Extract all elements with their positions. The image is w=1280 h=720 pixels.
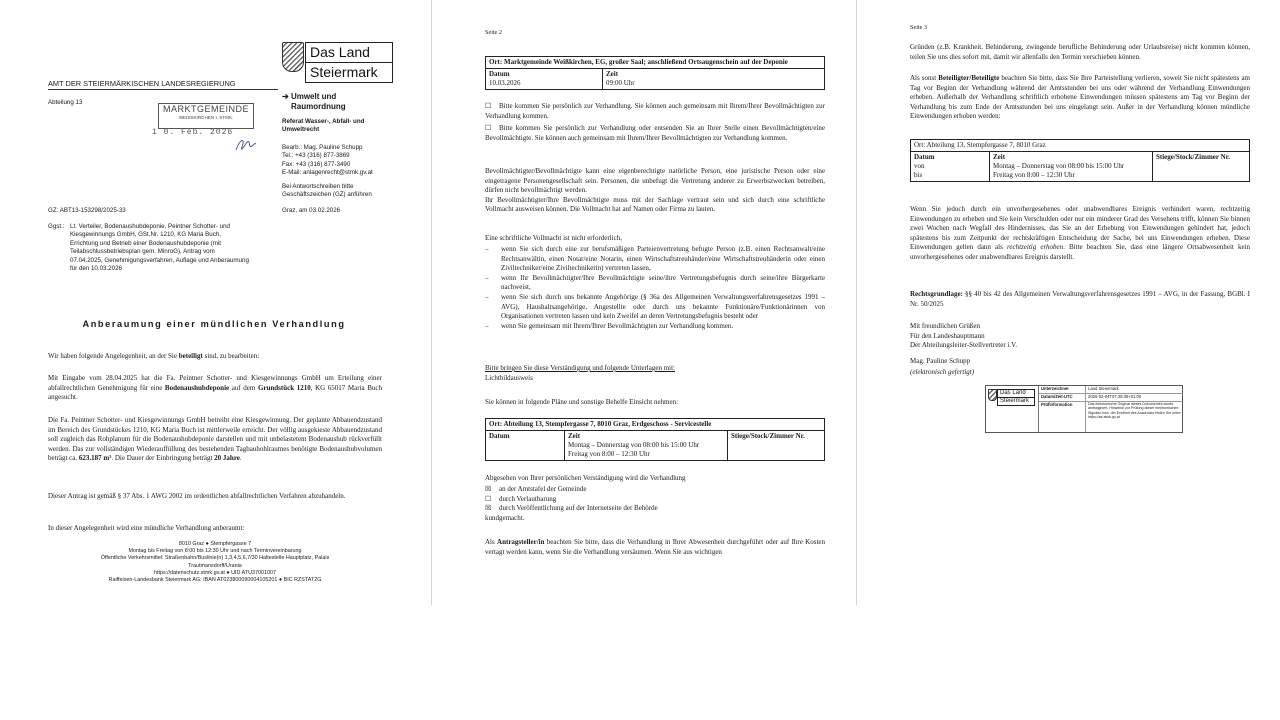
- checkbox-unchecked-icon: ☐: [485, 124, 492, 132]
- documents-item: Lichtbildausweis: [485, 374, 533, 382]
- page-footer: 8010 Graz ● Stempfergasse 7 Montag bis Freitag von 8:00 bis 12:30 Uhr und nach Terminvereinbarung Öffentliche Verkehrsmittel: Straßenbahn/Buslinie(n) 1,3,4,5,6,7/30 Haltestelle Hauptplatz, Palais Trautmansdorff/Urania https://datenschutz.stmk.gv.at ● UID ATU37001007 Raiffeisen-Landesbank Steiermark AG: IBAN AT023800090004105201 ● BIC RZSTAT2G: [100, 541, 330, 584]
- objections-table: Ort: Abteilung 13, Stempfergasse 7, 8010 Graz Datum von bis Zeit Montag – Donnerstag von 08:00 bis 15:00 Uhr Freitag von 8:00 – 12:30 Uhr Stiege/Stock/Zimmer Nr.: [910, 139, 1250, 182]
- handwritten-initials-icon: [234, 138, 258, 152]
- page-number: Seite 2: [485, 29, 503, 36]
- intro-line: Wir haben folgende Angelegenheit, an der Sie beteiligt sind, zu bearbeiten:: [48, 352, 260, 360]
- paragraph-hearing: In dieser Angelegenheit wird eine mündliche Verhandlung anberaumt:: [48, 524, 245, 532]
- paragraph-application: Mit Eingabe vom 28.04.2025 hat die Fa. Peintner Schotter- und Kiesgewinnungs GmbH um Erteilung einer abfallrechtlichen Genehmigung für eine Bodenaushubdeponie auf dem Grundstück 1210, KG 65017 Maria Buch angesucht.: [48, 374, 382, 402]
- inspection-table: Ort: Abteilung 13, Stempfergasse 7, 8010 Graz, Erdgeschoss - Servicestelle Datum Zeit Montag – Donnerstag von 08:00 bis 15:00 Uhr Freitag von 8:00 – 12:30 Uhr Stiege/Stock/Zimmer Nr.: [485, 418, 825, 461]
- proxy-exceptions-list: – wenn Sie sich durch eine zur berufsmäßigen Parteienvertretung befugte Person (z.B. einen Rechtsanwalt/eine Rechtsanwältin, einen Notar/eine Notarin, einen Wirtschaftstreuhänder/eine Wirtschaftstreuhänderin oder einen Ziviltechniker/eine Ziviltechnikerin) vertreten lassen, – wenn Ihr Bevollmächtigter/Ihre Bevollmächtigte seine/ihre Vertretungsbefugnis durch seine/ihre Bürgerkarte nachweist, – wenn Sie sich durch uns bekannte Angehörige (§ 36a des Allgemeinen Verwaltungsverfahrensgesetzes 1991 – AVG), Haushaltsangehörige, Angestellte oder durch uns bekannte Funktionäre/Funktionärinnen von Organisationen vertreten lassen und kein Zweifel an deren Vertretungsbefugnis besteht oder – wenn Sie gemeinsam mit Ihrem/Ihrer Bevollmächtigten zur Verhandlung kommen.: [485, 245, 825, 330]
- header-rule: [48, 89, 278, 90]
- attendance-option-1: ☐ Bitte kommen Sie persönlich zur Verhandlung. Sie können auch gemeinsam mit Ihrem/Ihrer Bevollmächtigten zur Verhandlung kommen.: [485, 102, 825, 120]
- signatory-name: Mag. Pauline Schupp: [910, 357, 971, 365]
- signed-note: (elektronisch gefertigt): [910, 368, 975, 376]
- place-date: Graz, am 03.02.2026: [282, 207, 341, 214]
- state-logo: Das Land Steiermark: [305, 42, 393, 83]
- state-logo-small: Das Land Steiermark: [997, 389, 1035, 406]
- page-divider: [431, 0, 432, 605]
- legal-basis: Rechtsgrundlage: §§ 40 bis 42 des Allgemeinen Verwaltungsverfahrensgesetzes 1991 – AVG, in der Fassung, BGBl. I Nr. 50/2025: [910, 290, 1250, 308]
- referat-name: Referat Wasser-, Abfall- und Umweltrecht: [282, 118, 365, 134]
- paragraph-description: Die Fa. Peintner Schotter- und Kiesgewinnungs GmbH betreibt eine Kiesgewinnung. Der geplante Abbauendzustand im Bereich des Grundstückes 1210, KG Maria Buch ist mittlerweile erreicht. Der völlig ausgekieste Abbauendzustand soll zugleich das Rohplanum für die Bodenaushubdeponie darstellen und mit unbelastetem Bodenaushub rückverfüllt werden. Das zur vollständigen Wiederauffüllung des bestehenden Tagbauhohlraumes benötigte Bodenaushubvolumen beträgt ca. 623.187 m³. Die Dauer der Einbringung beträgt 20 Jahre.: [48, 416, 382, 463]
- letter-page-3: [858, 0, 1280, 720]
- paragraph-legal-basis: Dieser Antrag ist gemäß § 37 Abs. 1 AWG 2002 im ordentlichen abfallrechtlichen Verfahren abzuhandeln.: [48, 492, 346, 500]
- coat-of-arms-icon: [282, 42, 304, 72]
- proxy-not-required: Eine schriftliche Vollmacht ist nicht erforderlich,: [485, 234, 622, 242]
- subject-label: Ggst.:: [48, 223, 65, 230]
- paragraph-reinstatement: Wenn Sie jedoch durch ein unvorhergesehenes oder unabwendbares Ereignis verhindert waren, rechtzeitig Einwendungen zu erheben und Sie kein Verschulden oder nur ein minderer Grad des Versehens trifft, können Sie binnen zwei Wochen nach Wegfall des Hindernisses, das Sie an der Erhebung von Einwendungen gehindert hat, jedoch spätestens bis zum Zeitpunkt der rechtskräftigen Entscheidung der Sache, bei uns Einwendungen erheben. Diese Einwendungen gelten dann als rechtzeitig erhoben. Bitte beachten Sie, dass eine längere Ortsabwesenheit kein unvorhergesehenes oder unabwendbares Ereignis darstellt.: [910, 205, 1250, 261]
- contact-block: Bearb.: Mag. Pauline Schupp Tel.: +43 (316) 877-3869 Fax: +43 (316) 877-3490 E-Mail: anlagenrecht@stmk.gv.at Bei Antwortschreiben bitte Geschäftszeichen (GZ) anführen: [282, 144, 373, 199]
- subject-text: Lt. Verteiler, Bodenaushubdeponie, Peintner Schotter- und Kiesgewinnungs GmbH, GSt.Nr. 1210, KG Maria Buch, Errichtung und Betrieb einer Bodenaushubdeponie (mit Teilabschlussbetriebsplan gem. MinroG), Antrag vom 07.04.2025, Genehmigungsverfahren, Auflage und Anberaumung für den 10.03.2026: [70, 223, 249, 273]
- objections-location: Ort: Abteilung 13, Stempfergasse 7, 8010 Graz: [911, 140, 1250, 152]
- paragraph-parties: Als sonst Beteiligter/Beteiligte beachten Sie bitte, dass Sie Ihre Parteistellung verlieren, soweit Sie nicht spätestens am Tag vor Beginn der Verhandlung während der Amtsstunden bei uns oder während der Verhandlung Einwendungen erheben. Außerhalb der Verhandlung schriftlich erhobene Einwendungen müssen spätestens am Tag vor Beginn der Verhandlung bis zum Ende der Amtsstunden bei uns eingelangt sein. Außer in der Verhandlung können mündliche Einwendungen erhoben werden:: [910, 74, 1250, 121]
- stamp-date: 1 0. Feb. 2026: [152, 128, 234, 137]
- department-label: Abteilung 13: [48, 99, 83, 106]
- letter-page-2: [433, 0, 855, 720]
- letter-page-1: [0, 0, 430, 720]
- closing-block: Mit freundlichen Grüßen Für den Landeshauptmann Der Abteilungsleiter-Stellvertreter i.V.: [910, 322, 1018, 350]
- checkbox-unchecked-icon: ☐: [485, 102, 492, 110]
- reference-number: GZ: ABT13-153298/2025-33: [48, 207, 126, 214]
- authority-name: AMT DER STEIERMÄRKISCHEN LANDESREGIERUNG: [48, 79, 236, 88]
- proxy-paragraph: Bevollmächtigter/Bevollmächtigte kann eine eigenberechtigte natürliche Person, eine juristische Person oder eine eingetragene Personengesellschaft sein. Personen, die unbefugt die Vertretung anderer zu Erwerbszwecken betreiben, dürfen nicht bevollmächtigt werden. Ihr Bevollmächtigter/Ihre Bevollmächtigte muss mit der Sachlage vertraut sein und sich durch eine schriftliche Vollmacht ausweisen können. Die Vollmacht hat auf Namen oder Firma zu lauten.: [485, 167, 825, 214]
- hearing-location: Ort: Marktgemeinde Weißkirchen, EG, großer Saal; anschließend Ortsaugenschein auf der Deponie: [486, 57, 825, 69]
- received-stamp: MARKTGEMEINDE WEISSKIRCHEN I. STMK.: [158, 103, 254, 129]
- announcement-intro: Abgesehen von Ihrer persönlichen Verständigung wird die Verhandlung: [485, 474, 686, 482]
- hearing-date: 10.03.2026: [489, 79, 521, 87]
- attendance-option-2: ☐ Bitte kommen Sie persönlich zur Verhandlung oder entsenden Sie an Ihrer Stelle einen Bevollmächtigten/eine Bevollmächtigte. Sie können auch gemeinsam mit Ihrem/Ihrer Bevollmächtigten zur Verhandlung kommen.: [485, 124, 825, 142]
- coat-of-arms-icon: [988, 389, 997, 401]
- paragraph-reasons: Gründen (z.B. Krankheit, Behinderung, zwingende berufliche Behinderung oder Urlaubsreise) nicht kommen können, teilen Sie uns dies sofort mit, damit wir allenfalls den Termin verschieben können.: [910, 43, 1250, 61]
- hearing-table: Ort: Marktgemeinde Weißkirchen, EG, großer Saal; anschließend Ortsaugenschein auf der Deponie Datum 10.03.2026 Zeit 09:00 Uhr: [485, 56, 825, 90]
- page-number: Seite 3: [910, 24, 928, 31]
- announcement-options: ☒ an der Amtstafel der Gemeinde ☐ durch Verlautbarung ☒ durch Veröffentlichung auf der Internetseite der Behörde kundgemacht.: [485, 485, 658, 522]
- checkbox-checked-icon: ☒: [485, 504, 492, 513]
- applicant-notice: Als Antragsteller/in beachten Sie bitte, dass die Verhandlung in Ihrer Abwesenheit durchgeführt oder auf Ihre Kosten vertagt werden kann, wenn Sie die Verhandlung versäumen. Wenn Sie aus wichtigen: [485, 538, 825, 556]
- document-title: Anberaumung einer mündlichen Verhandlung: [82, 319, 346, 329]
- inspection-text: Sie können in folgende Pläne und sonstige Behelfe Einsicht nehmen:: [485, 398, 679, 406]
- unit-name: ➔ Umwelt und Raumordnung: [282, 92, 346, 111]
- documents-heading: Bitte bringen Sie diese Verständigung und folgende Unterlagen mit:: [485, 364, 675, 372]
- checkbox-unchecked-icon: ☐: [485, 494, 492, 503]
- contact-phone: Tel.: +43 (316) 877-3869: [282, 152, 350, 160]
- contact-fax: Fax: +43 (316) 877-3490: [282, 160, 351, 168]
- electronic-signature-block: Das Land Steiermark Unterzeichner Land Steiermark Datum/Zeit-UTC 2026-02-04T07:39:38+01:00 Prüfinformation Das elektronische Original dieses Dokumentes wurde amtssigniert. Hinweise zur Prüfung dieser elektronischen Signatur bzw. der Echtheit des Ausdrucks finden Sie unter: https://as.stmk.gv.at: [985, 385, 1183, 433]
- page-divider: [856, 0, 857, 605]
- contact-person: Bearb.: Mag. Pauline Schupp: [282, 144, 363, 151]
- checkbox-checked-icon: ☒: [485, 485, 492, 493]
- contact-email: E-Mail: anlagenrecht@stmk.gv.at: [282, 169, 373, 177]
- arrow-icon: ➔: [282, 92, 289, 101]
- inspection-location: Ort: Abteilung 13, Stempfergasse 7, 8010 Graz, Erdgeschoss - Servicestelle: [486, 419, 825, 431]
- hearing-time: 09:00 Uhr: [606, 79, 635, 87]
